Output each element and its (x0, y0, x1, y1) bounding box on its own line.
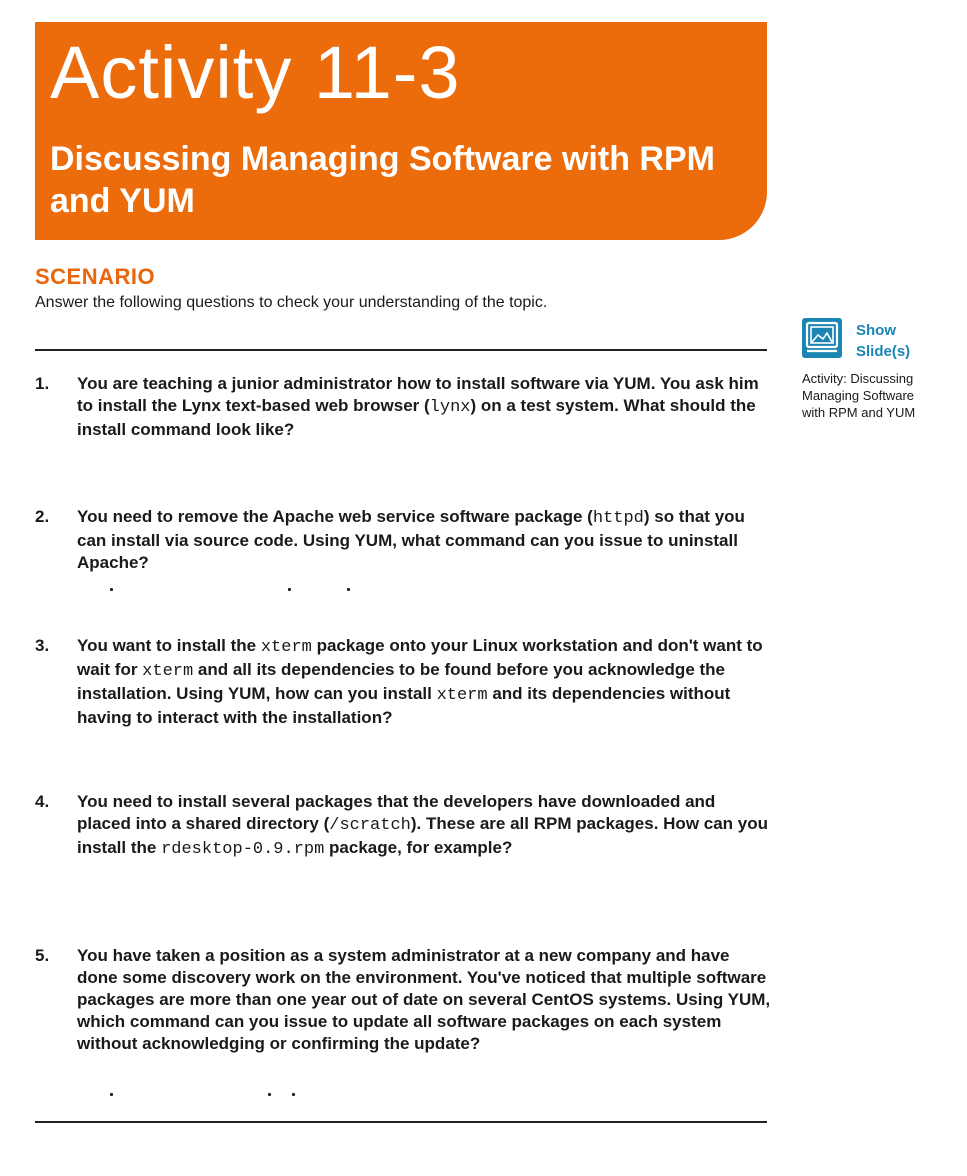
top-divider (35, 349, 767, 351)
slide-caption (802, 370, 952, 421)
question-text-part: and its dependencies without having to interact with the installation? (77, 684, 731, 727)
question-text: You have taken a position as a system administrator at a new company and have done some discovery work on the environment. You've noticed that multiple software packages are more than one year out of date on several CentOS systems. Using YUM, which command can you issue to update all software packages on each system without acknowledging or confirming the update? (77, 946, 771, 1053)
scenario-heading: SCENARIO (35, 264, 156, 289)
question-text-part: ). These are all RPM packages. How can you install the (77, 814, 768, 857)
question-text (77, 635, 772, 729)
question-number: 5. (35, 946, 50, 965)
slide-caption-line-1: Activity: Discussing (802, 371, 914, 386)
activity-subtitle: Discussing Managing Software with RPM and YUM (50, 140, 715, 220)
answer-residue (75, 1093, 375, 1099)
scenario-instructions: Answer the following questions to check your understanding of the topic. (35, 294, 548, 311)
code-term: xterm (260, 638, 312, 657)
question-text-part: ) so that you can install via source code. Using YUM, what command can you issue to uninstall Apache? (77, 507, 745, 572)
answer-residue (75, 588, 375, 594)
activity-banner (35, 22, 767, 240)
question-text-part: You want to install the (77, 636, 261, 655)
code-term: /scratch (329, 816, 411, 835)
code-term: xterm (142, 662, 194, 681)
show-label-line-1: Show (856, 322, 896, 339)
slide-show-icon[interactable] (802, 318, 842, 358)
activity-title: Activity 11-3 (50, 31, 461, 114)
presentation-icon (802, 318, 842, 358)
question-text-part: ) on a test system. What should the install command look like? (77, 396, 756, 439)
question-text-part: You need to remove the Apache web service software package ( (77, 507, 593, 526)
code-term: lynx (429, 398, 471, 417)
show-label-line-2: Slide(s) (856, 343, 911, 360)
show-slides-link[interactable] (856, 320, 946, 362)
slide-caption-line-3: with RPM and YUM (802, 405, 916, 420)
question-text-part: package, for example? (324, 838, 513, 857)
question-text-part: You need to install several packages that the developers have downloaded and placed into a shared directory ( (77, 792, 716, 833)
code-term: httpd (592, 509, 644, 528)
question-text (77, 791, 772, 861)
slide-caption-line-2: Managing Software (802, 388, 915, 403)
question-number: 2. (35, 507, 50, 526)
code-term: rdesktop-0.9.rpm (161, 840, 325, 859)
bottom-divider (35, 1121, 767, 1123)
question-text-part: and all its dependencies to be found before you acknowledge the installation. Using YUM, how can you install (77, 660, 725, 703)
question-text (77, 373, 772, 441)
question-number: 1. (35, 374, 50, 393)
question-text-part: You are teaching a junior administrator how to install software via YUM. You ask him to install the Lynx text-based web browser ( (77, 374, 759, 415)
question-text-part: package onto your Linux workstation and don't want to wait for (77, 636, 763, 679)
code-term: xterm (436, 686, 488, 705)
question-number: 4. (35, 792, 50, 811)
question-text (77, 506, 772, 574)
question-number: 3. (35, 636, 50, 655)
